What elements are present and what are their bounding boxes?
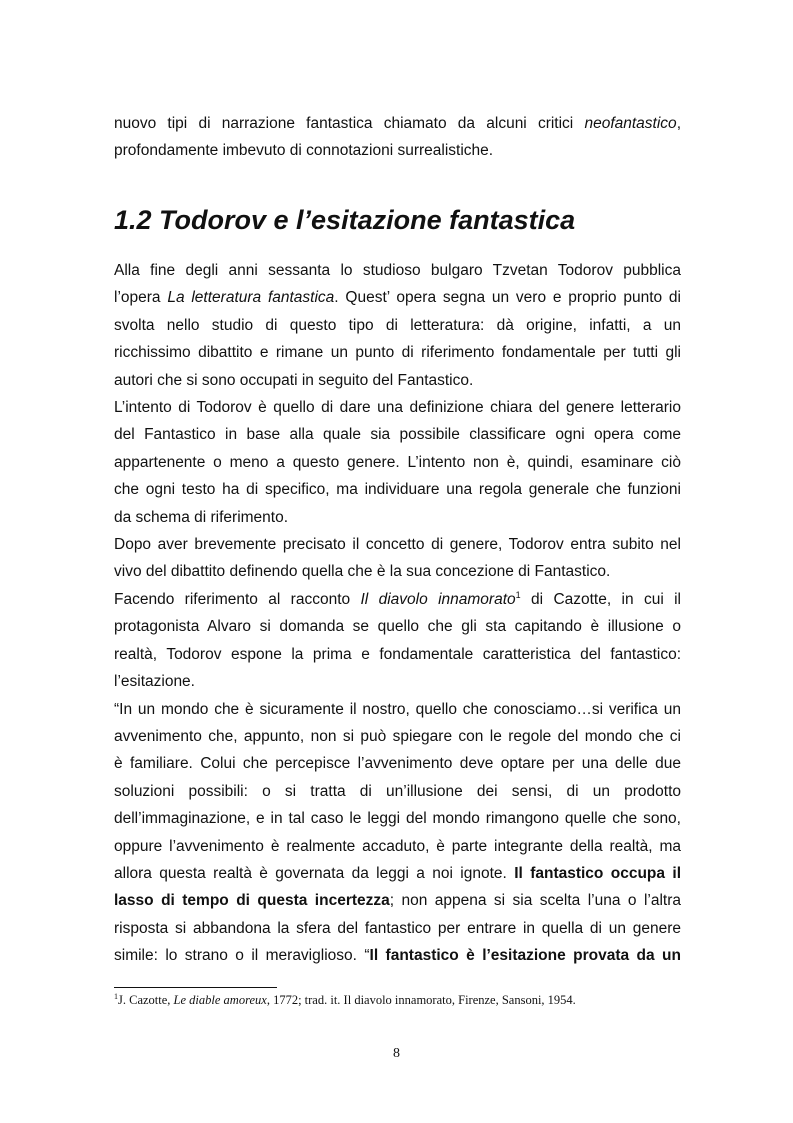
text-line: da schema di riferimento. (114, 508, 289, 526)
paragraph-1 (114, 257, 681, 394)
section-title: 1.2 Todorov e l’esitazione fantastica (114, 205, 576, 235)
intro-paragraph (114, 110, 681, 165)
text-line: realtà, Todorov espone la prima e fondamentale caratteristica del fantastico: (114, 645, 681, 663)
text-line: vivo del dibattito definendo quella che è la sua concezione di Fantastico. (114, 563, 611, 581)
text-line: avvenimento che, appunto, non si può spiegare con le regole del mondo che ci (114, 727, 681, 745)
text-line: del Fantastico in base alla quale sia possibile classificare ogni opera come (114, 426, 681, 444)
text-line: allora questa realtà è governata da leggi a noi ignote. Il fantastico occupa il (114, 864, 681, 882)
footnote-reference[interactable]: 1 (515, 589, 521, 600)
text-line: oppure l’avvenimento è realmente accaduto, è parte integrante della realtà, ma (114, 837, 681, 855)
text-line: l’esitazione. (114, 673, 195, 691)
text-line: svolta nello studio di questo tipo di letteratura: dà origine, infatti, a un (114, 316, 681, 334)
text-line: profondamente imbevuto di connotazioni surrealistiche. (114, 142, 494, 160)
text-line: che ogni testo ha di specifico, ma individuare una regola generale che funzioni (114, 481, 681, 499)
text-line: simile: lo strano o il meraviglioso. “Il fantastico è l’esitazione provata da un (114, 947, 681, 965)
text-line: autori che si sono occupati in seguito del Fantastico. (114, 371, 474, 389)
text-line: lasso di tempo di questa incertezza; non appena si sia scelta l’una o l’altra (114, 892, 681, 910)
text-line: dell’immaginazione, e in tal caso le leggi del mondo rimangono quelle che sono, (114, 810, 681, 828)
text-line: l’opera La letteratura fantastica. Quest’ opera segna un vero e proprio punto di (114, 289, 681, 307)
text-line: Dopo aver brevemente precisato il concetto di genere, Todorov entra subito nel (114, 536, 681, 554)
paragraph-2 (114, 394, 681, 531)
footnote-separator (114, 987, 277, 988)
text-line: Alla fine degli anni sessanta lo studioso bulgaro Tzvetan Todorov pubblica (114, 262, 681, 279)
text-line: soluzioni possibili: o si tratta di un’illusione dei sensi, di un prodotto (114, 782, 681, 800)
text-line: ricchissimo dibattito e rimane un punto di riferimento fondamentale per tutti gli (114, 344, 681, 362)
text-line: nuovo tipi di narrazione fantastica chiamato da alcuni critici neofantastico, (114, 115, 681, 132)
text-line: “In un mondo che è sicuramente il nostro, quello che conosciamo…si verifica un (114, 700, 681, 718)
footnote-number: 1 (114, 992, 118, 1001)
text-line: Facendo riferimento al racconto Il diavolo innamorato$^1$ di Cazotte, in cui il (114, 589, 682, 608)
paragraph-3 (114, 531, 681, 586)
body-text (114, 257, 681, 970)
paragraph-5-quote (114, 696, 681, 970)
text-line: protagonista Alvaro si domanda se quello che gli sta capitando è illusione o (114, 618, 681, 636)
text-line: risposta si abbandona la sfera del fantastico per entrare in quella di un genere (114, 919, 681, 937)
page-number: 8 (393, 1046, 400, 1061)
footnote: $^1$J. Cazotte, Le diable amoreux, 1772; trad. it. Il diavolo innamorato, Firenze, Sansoni, 1954. (114, 992, 576, 1008)
text-line: è familiare. Colui che percepisce l’avvenimento deve optare per una delle due (114, 755, 681, 773)
text-line: L’intento di Todorov è quello di dare una definizione chiara del genere letterario (114, 399, 681, 417)
text-line: appartenente o meno a questo genere. L’intento non è, quindi, esaminare ciò (114, 453, 681, 471)
paragraph-4 (114, 586, 681, 696)
